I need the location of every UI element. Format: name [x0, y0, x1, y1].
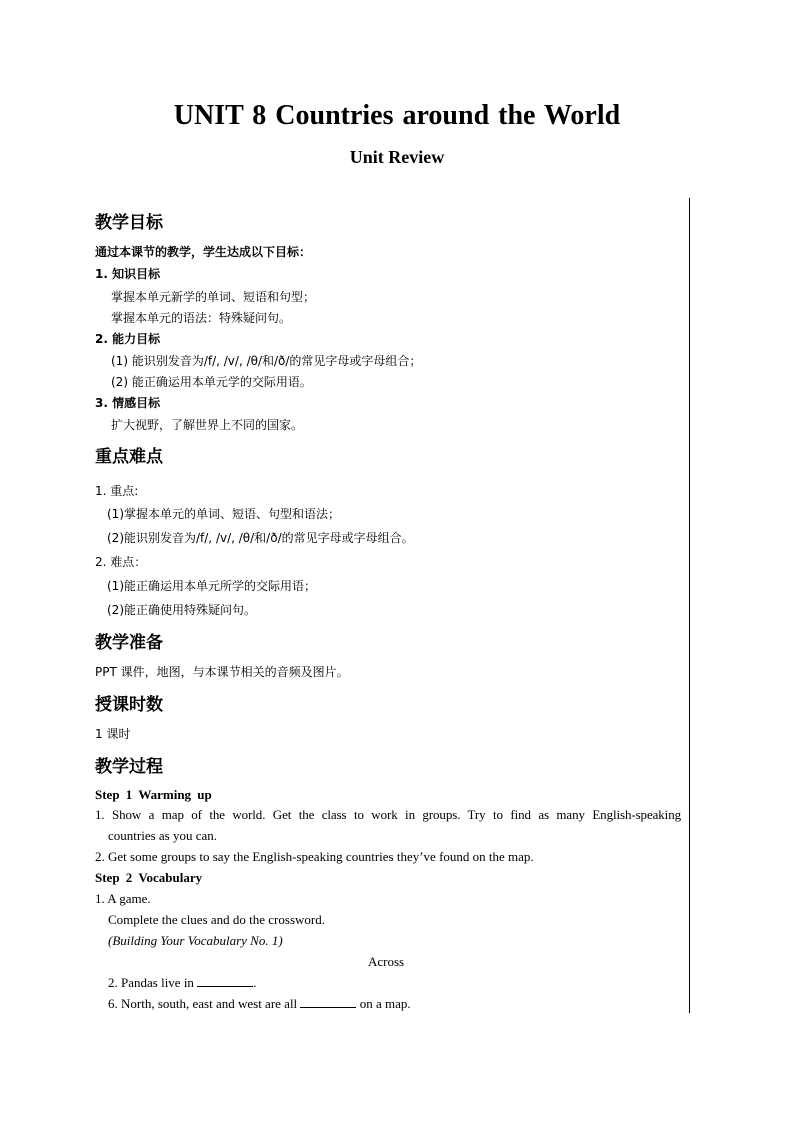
page-subtitle: Unit Review: [349, 147, 445, 167]
focus-title: 1. 重点:: [95, 484, 139, 498]
process-heading: 教学过程: [95, 757, 163, 777]
step2-item-1-sub: Complete the clues and do the crossword.: [108, 912, 325, 927]
across-label: Across: [368, 954, 405, 969]
step1-title: Step 1 Warming up: [95, 787, 212, 802]
focus-item-1: (1)掌握本单元的单词、短语、句型和语法；: [107, 507, 340, 521]
clue-2-end: .: [253, 975, 257, 990]
margin-rule: [689, 198, 690, 1013]
focus-item-2: (2)能识别发音为/f/, /v/, /θ/和/ð/的常见字母或字母组合。: [107, 531, 414, 545]
clue-2: [108, 975, 256, 991]
difficulty-item-1: (1)能正确运用本单元所学的交际用语；: [107, 579, 316, 593]
vocabulary-reference: (Building Your Vocabulary No. 1): [108, 933, 283, 948]
hours-heading: 授课时数: [95, 695, 163, 715]
emotion-item-1: 扩大视野，了解世界上不同的国家。: [111, 418, 304, 432]
clue-2-text: 2. Pandas live in: [108, 975, 194, 990]
ability-item-1: (1) 能识别发音为/f/, /v/, /θ/和/ð/的常见字母或字母组合；: [111, 354, 422, 368]
knowledge-title: 1. 知识目标: [95, 267, 161, 281]
clue-6-end: on a map.: [359, 996, 411, 1011]
preparation-text: PPT 课件，地图，与本课节相关的音频及图片。: [95, 665, 349, 679]
clue-6: [108, 996, 411, 1012]
step2-item-1: 1. A game.: [95, 891, 151, 906]
knowledge-item-1: 掌握本单元新学的单词、短语和句型；: [111, 290, 316, 304]
step2-title: Step 2 Vocabulary: [95, 870, 203, 885]
clue-6-blank: [300, 996, 356, 1008]
objectives-heading: 教学目标: [95, 213, 163, 233]
ability-item-2: (2) 能正确运用本单元学的交际用语。: [111, 375, 312, 389]
step1-item-1-line-2: countries as you can.: [108, 828, 218, 843]
clue-6-text: 6. North, south, east and west are all: [108, 996, 298, 1011]
clue-2-blank: [197, 975, 253, 987]
objectives-intro: 通过本课节的教学，学生达成以下目标：: [95, 245, 312, 259]
difficulty-item-2: (2)能正确使用特殊疑问句。: [107, 603, 256, 617]
difficulty-title: 2. 难点：: [95, 555, 147, 569]
hours-text: 1 课时: [95, 727, 131, 741]
preparation-heading: 教学准备: [95, 633, 163, 653]
emotion-title: 3. 情感目标: [95, 396, 161, 410]
key-points-heading: 重点难点: [95, 447, 163, 467]
page-title: UNIT 8 Countries around the World: [173, 100, 621, 131]
ability-title: 2. 能力目标: [95, 332, 161, 346]
step1-item-1-line-1: 1. Show a map of the world. Get the class to work in groups. Try to find as many English-speaking: [95, 807, 681, 822]
knowledge-item-2: 掌握本单元的语法：特殊疑问句。: [111, 311, 292, 325]
step1-item-2: 2. Get some groups to say the English-speaking countries they’ve found on the map.: [95, 849, 534, 864]
